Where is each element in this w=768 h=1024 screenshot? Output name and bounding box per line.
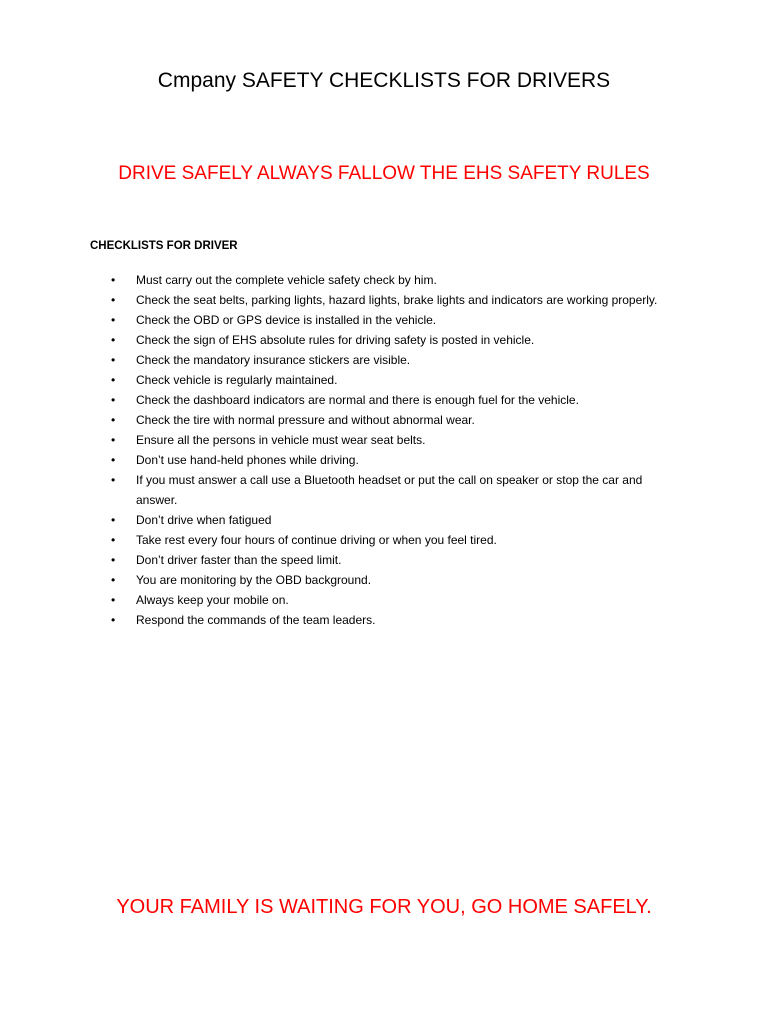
checklist-item — [90, 470, 680, 510]
checklist-item — [90, 350, 680, 370]
bullet-icon: • — [111, 373, 116, 387]
checklist-item-text: Check the seat belts, parking lights, hazard lights, brake lights and indicators are working properly. — [136, 293, 658, 307]
bullet-icon: • — [111, 413, 116, 427]
checklist-item-text: Check the tire with normal pressure and without abnormal wear. — [136, 413, 475, 427]
bullet-icon: • — [111, 573, 116, 587]
bullet-icon: • — [111, 433, 116, 447]
checklist-item-text: Take rest every four hours of continue driving or when you feel tired. — [136, 533, 497, 547]
bullet-icon: • — [111, 333, 116, 347]
checklist-item — [90, 290, 680, 310]
section-heading: CHECKLISTS FOR DRIVER — [90, 240, 238, 252]
checklist-item — [90, 610, 680, 630]
checklist-item-text: Check the OBD or GPS device is installed in the vehicle. — [136, 313, 437, 327]
bullet-icon: • — [111, 453, 116, 467]
checklist-item-text: Ensure all the persons in vehicle must wear seat belts. — [136, 433, 426, 447]
checklist-item — [90, 590, 680, 610]
checklist-item — [90, 310, 680, 330]
checklist-item — [90, 330, 680, 350]
bullet-icon: • — [111, 533, 116, 547]
bullet-icon: • — [111, 553, 116, 567]
checklist-item — [90, 390, 680, 410]
bullet-icon: • — [111, 273, 116, 287]
checklist-item — [90, 370, 680, 390]
bullet-icon: • — [111, 513, 116, 527]
page-title: Cmpany SAFETY CHECKLISTS FOR DRIVERS — [157, 69, 611, 92]
bullet-icon: • — [111, 613, 116, 627]
checklist-item-text: Don’t driver faster than the speed limit. — [136, 553, 342, 567]
checklist-item-text: Check vehicle is regularly maintained. — [136, 373, 338, 387]
footer-slogan: YOUR FAMILY IS WAITING FOR YOU, GO HOME SAFELY. — [116, 896, 652, 918]
checklist-item-text: Check the mandatory insurance stickers are visible. — [136, 353, 411, 367]
checklist-item-text: Check the dashboard indicators are normal and there is enough fuel for the vehicle. — [136, 393, 579, 407]
bullet-icon: • — [111, 393, 116, 407]
checklist-item — [90, 570, 680, 590]
checklist-item-text: Respond the commands of the team leaders. — [136, 613, 376, 627]
checklist-item — [90, 450, 680, 470]
bullet-icon: • — [111, 293, 116, 307]
checklist-item — [90, 550, 680, 570]
checklist-item-text: Must carry out the complete vehicle safety check by him. — [136, 273, 437, 287]
checklist-item-text: If you must answer a call use a Bluetooth headset or put the call on speaker or stop the car and answer. — [136, 473, 643, 507]
checklist-item-text: Don’t use hand-held phones while driving. — [136, 453, 359, 467]
checklist-item-text: Check the sign of EHS absolute rules for driving safety is posted in vehicle. — [136, 333, 535, 347]
checklist-item — [90, 530, 680, 550]
bullet-icon: • — [111, 313, 116, 327]
safety-slogan: DRIVE SAFELY ALWAYS FALLOW THE EHS SAFETY RULES — [118, 163, 650, 184]
bullet-icon: • — [111, 473, 116, 487]
checklist-item-text: Don’t drive when fatigued — [136, 513, 272, 527]
checklist-item-text: Always keep your mobile on. — [136, 593, 289, 607]
checklist-item — [90, 510, 680, 530]
bullet-icon: • — [111, 593, 116, 607]
bullet-icon: • — [111, 353, 116, 367]
checklist — [90, 270, 680, 630]
checklist-item — [90, 430, 680, 450]
checklist-item-text: You are monitoring by the OBD background. — [136, 573, 372, 587]
checklist-item — [90, 270, 680, 290]
checklist-item — [90, 410, 680, 430]
